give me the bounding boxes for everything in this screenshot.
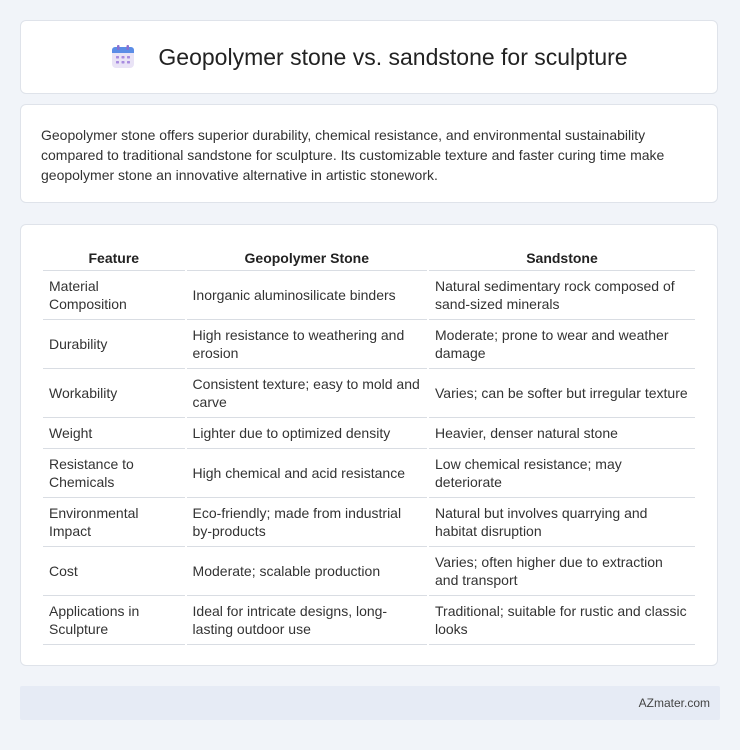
- row-sandstone: Varies; often higher due to extraction and transport: [429, 547, 695, 596]
- row-feature: Applications in Sculpture: [43, 596, 185, 645]
- calendar-icon: [110, 44, 136, 70]
- row-sandstone: Natural sedimentary rock composed of sand-sized minerals: [429, 271, 695, 320]
- header-geopolymer: Geopolymer Stone: [187, 245, 427, 271]
- footer-brand: AZmater.com: [638, 696, 710, 710]
- table-header-row: [43, 245, 695, 271]
- row-feature: Environmental Impact: [43, 498, 185, 547]
- row-feature: Weight: [43, 418, 185, 449]
- row-geopolymer: High resistance to weathering and erosion: [187, 320, 427, 369]
- header-sandstone: Sandstone: [429, 245, 695, 271]
- table-row: [43, 418, 695, 449]
- row-sandstone: Moderate; prone to wear and weather damage: [429, 320, 695, 369]
- row-geopolymer: Eco-friendly; made from industrial by-products: [187, 498, 427, 547]
- table-row: [43, 449, 695, 498]
- row-geopolymer: Consistent texture; easy to mold and carve: [187, 369, 427, 418]
- row-geopolymer: Inorganic aluminosilicate binders: [187, 271, 427, 320]
- row-geopolymer: High chemical and acid resistance: [187, 449, 427, 498]
- row-geopolymer: Lighter due to optimized density: [187, 418, 427, 449]
- comparison-table: [41, 245, 697, 645]
- table-row: [43, 320, 695, 369]
- row-sandstone: Heavier, denser natural stone: [429, 418, 695, 449]
- page-title: Geopolymer stone vs. sandstone for sculpture: [158, 43, 628, 70]
- row-feature: Resistance to Chemicals: [43, 449, 185, 498]
- row-sandstone: Traditional; suitable for rustic and classic looks: [429, 596, 695, 645]
- row-feature: Durability: [43, 320, 185, 369]
- row-feature: Material Composition: [43, 271, 185, 320]
- table-row: [43, 596, 695, 645]
- table-row: [43, 498, 695, 547]
- table-row: [43, 369, 695, 418]
- row-sandstone: Natural but involves quarrying and habitat disruption: [429, 498, 695, 547]
- title-card: [20, 20, 718, 94]
- table-row: [43, 547, 695, 596]
- footer: [20, 686, 720, 720]
- intro-text: Geopolymer stone offers superior durability, chemical resistance, and environmental sustainability compared to traditional sandstone for sculpture. Its customizable texture and faster curing time make geopolymer stone an innovative alternative in artistic stonework.: [41, 127, 665, 183]
- row-sandstone: Low chemical resistance; may deteriorate: [429, 449, 695, 498]
- row-geopolymer: Moderate; scalable production: [187, 547, 427, 596]
- row-feature: Workability: [43, 369, 185, 418]
- header-feature: Feature: [43, 245, 185, 271]
- row-sandstone: Varies; can be softer but irregular texture: [429, 369, 695, 418]
- comparison-card: [20, 224, 718, 666]
- row-geopolymer: Ideal for intricate designs, long-lasting outdoor use: [187, 596, 427, 645]
- table-row: [43, 271, 695, 320]
- row-feature: Cost: [43, 547, 185, 596]
- intro-card: [20, 104, 718, 203]
